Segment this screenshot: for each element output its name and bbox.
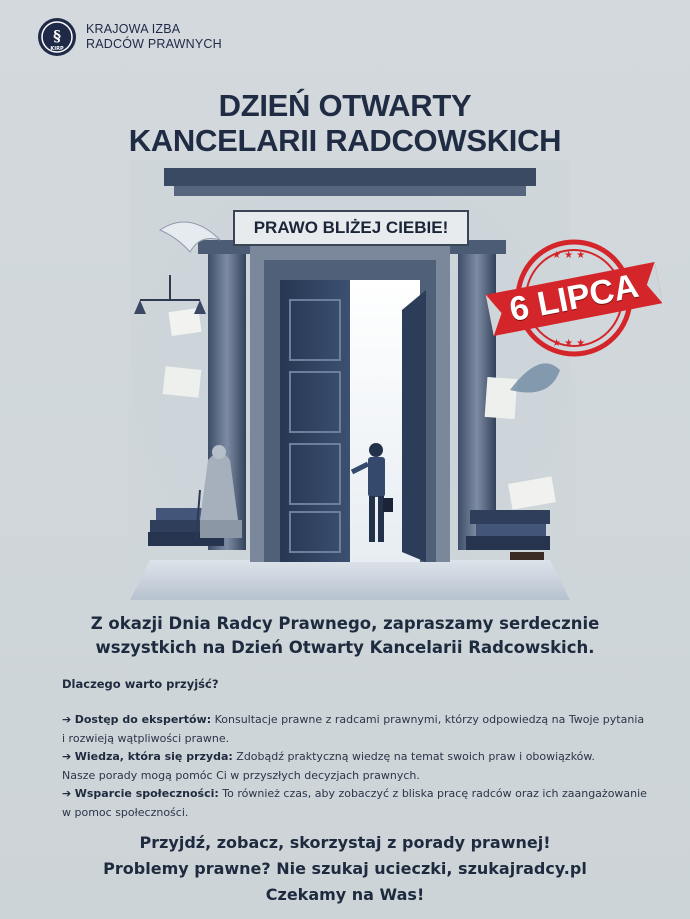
right-door-leaf [402,290,426,562]
logo-text [86,22,222,52]
intro-text [70,612,620,660]
cornice [164,168,536,186]
benefit-text-cont: Nasze porady mogą pomóc Ci w przyszłych decyzjach prawnych. [62,768,420,782]
floor [130,560,570,600]
benefit-text: Zdobądź praktyczną wiedzę na temat swoich praw i obowiązków. [232,750,595,763]
benefit-experts [62,711,652,748]
benefit-title: Wsparcie społeczności: [74,787,219,800]
arrow-icon: ➔ [62,713,72,726]
benefit-knowledge [62,748,652,785]
why-heading: Dlaczego warto przyjść? [62,677,219,691]
closing-line2: Problemy prawne? Nie szukaj ucieczki, szukajradcy.pl [103,859,587,878]
benefit-text-cont: i rozwieją wątpliwości prawne. [62,731,230,745]
emblem-letter: § [53,27,61,45]
logo-line1: KRAJOWA IZBA [86,22,181,36]
date-stamp [486,228,662,368]
arrow-icon: ➔ [62,750,72,763]
benefit-text: To również czas, aby zobaczyć z bliska pracę radców oraz ich zaangażowanie [218,787,647,800]
kirp-logo [38,18,222,56]
benefit-text: Konsultacje prawne z radcami prawnymi, którzy odpowiedzą na Twoje pytania [211,713,645,726]
svg-text:★ ★ ★: ★ ★ ★ [552,338,586,349]
benefits-list [62,711,652,822]
closing-text [0,830,690,908]
title-line2: KANCELARII RADCOWSKICH [128,123,562,158]
page-title [0,88,690,158]
gavel-icon [510,552,544,560]
kirp-emblem-icon [38,18,76,56]
intro-line2: wszystkich na Dzień Otwarty Kancelarii Radcowskich. [95,638,595,657]
stamp-date-label: 6 LIPCA [506,266,642,329]
closing-line1: Przyjdź, zobacz, skorzystaj z porady prawnej! [139,833,551,852]
intro-line1: Z okazji Dnia Radcy Prawnego, zapraszamy serdecznie [90,614,600,633]
title-line1: DZIEŃ OTWARTY [218,88,472,123]
benefit-title: Dostęp do ekspertów: [74,713,212,726]
emblem-small-text: KIRP [50,46,64,52]
benefit-community [62,785,652,822]
closing-line3: Czekamy na Was! [265,885,425,904]
logo-line2: RADCÓW PRAWNYCH [86,37,222,51]
arrow-icon: ➔ [62,787,72,800]
star-icon: ★ ★ ★ [552,250,586,261]
door-banner: PRAWO BLIŻEJ CIEBIE! [233,210,469,246]
benefit-title: Wiedza, która się przyda: [74,750,233,763]
benefit-text-cont: w pomoc społeczności. [62,805,189,819]
